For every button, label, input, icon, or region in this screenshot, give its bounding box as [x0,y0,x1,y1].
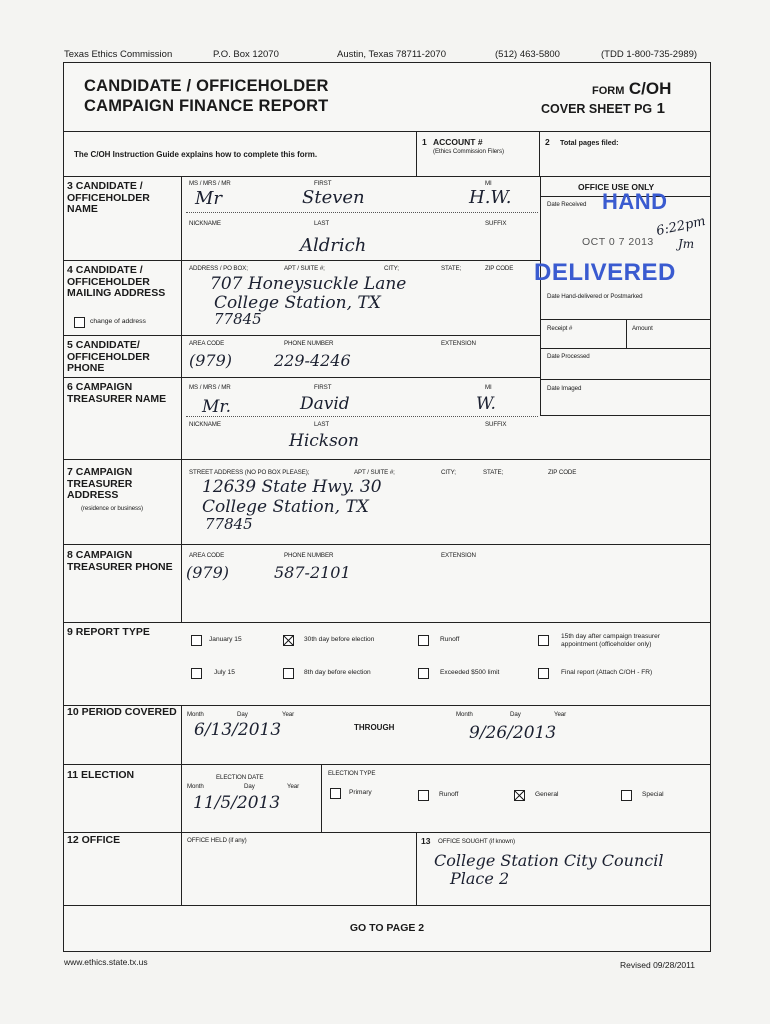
section-7-title: CAMPAIGN TREASURER ADDRESS [67,466,133,501]
agency-phone: (512) 463-5800 [495,49,560,60]
report-type-exceeded-checkbox[interactable] [418,668,429,679]
s6-suffix-label: SUFFIX [485,421,507,428]
section-13-num: 13 [421,836,431,846]
s3-last-label: LAST [314,220,330,227]
section-4-label [67,265,181,300]
s4-city-label: CITY; [384,265,399,272]
election-primary-checkbox[interactable] [330,788,341,799]
s3-last-value[interactable]: Aldrich [300,235,367,256]
section-10-title: PERIOD COVERED [81,706,177,718]
s11-date-label: ELECTION DATE [216,774,264,781]
total-pages-num: 2 [545,137,550,147]
s4-zip-label: ZIP CODE [485,265,514,272]
s6-first-label: FIRST [314,384,332,391]
report-type-july-15-checkbox[interactable] [191,668,202,679]
stamp-initials: Jm [678,237,695,251]
s12-held-label: OFFICE HELD (if any) [187,837,247,844]
report-type-30th-day-checkbox[interactable] [283,635,294,646]
report-type-july-15-label: July 15 [214,669,235,676]
account-sublabel: (Ethics Commission Filers) [433,148,504,155]
s7-address-line1[interactable]: 12639 State Hwy. 30 [202,477,382,497]
section-3-label [67,181,181,216]
s3-mi-label: MI [485,180,492,187]
section-12-title: OFFICE [81,834,121,846]
date-hand-delivered-label: Date Hand-delivered or Postmarked [547,293,643,300]
report-type-runoff-checkbox[interactable] [418,635,429,646]
s6-mi-label: MI [485,384,492,391]
report-type-30th-day-label: 30th day before election [304,636,375,643]
s5-area-value[interactable]: (979) [189,351,233,370]
date-received-label: Date Received [547,201,587,208]
s11-month-label: Month [187,783,204,790]
total-pages-label: Total pages filed: [560,138,619,147]
s3-msmrs-label: MS / MRS / MR [189,180,231,187]
s7-address-line2[interactable]: College Station, TX [202,497,369,517]
report-type-8th-day-checkbox[interactable] [283,668,294,679]
coh-cover-sheet-form [63,62,711,952]
section-3-title: CANDIDATE / OFFICEHOLDER NAME [67,180,150,215]
section-6-num: 6 [67,381,73,393]
report-type-8th-day-label: 8th day before election [304,669,371,676]
s6-mi-value[interactable]: W. [476,394,496,414]
section-9-num: 9 [67,626,73,638]
s8-area-label: AREA CODE [189,552,225,559]
s10-to-year-label: Year [554,711,567,718]
account-label: ACCOUNT # [433,137,483,147]
s11-type-label: ELECTION TYPE [328,770,376,777]
agency-tdd: (TDD 1-800-735-2989) [601,49,698,60]
section-8-title: CAMPAIGN TREASURER PHONE [67,549,173,573]
s3-mi-value[interactable]: H.W. [469,187,512,208]
section-9-label [67,627,181,639]
s8-phone-label: PHONE NUMBER [284,552,334,559]
report-type-january-15-label: January 15 [209,636,242,643]
agency-city: Austin, Texas 78711-2070 [337,49,446,60]
account-num: 1 [422,137,427,147]
footer-revised: Revised 09/28/2011 [620,960,695,970]
section-4-num: 4 [67,264,73,276]
s3-title-value[interactable]: Mr [195,188,223,209]
election-special-label: Special [642,791,664,798]
s6-last-label: LAST [314,421,330,428]
s5-ext-label: EXTENSION [441,340,476,347]
s4-apt-label: APT / SUITE #; [284,265,325,272]
date-processed-label: Date Processed [547,353,590,360]
section-8-label [67,550,181,573]
report-type-final-label: Final report (Attach C/OH - FR) [561,669,653,676]
election-runoff-label: Runoff [439,791,459,798]
s4-address-line1[interactable]: 707 Honeysuckle Lane [210,274,407,294]
section-8-num: 8 [67,549,73,561]
s10-to-month-label: Month [456,711,473,718]
instruction-text: The C/OH Instruction Guide explains how to complete this form. [74,150,318,159]
cover-sheet-label [541,100,665,118]
s3-nickname-label: NICKNAME [189,220,221,227]
s5-phone-value[interactable]: 229-4246 [274,351,351,370]
s11-day-label: Day [244,783,255,790]
election-primary-label: Primary [349,789,372,796]
s10-through-label: THROUGH [354,723,395,732]
s4-address-line2[interactable]: College Station, TX [214,293,381,313]
section-6-title: CAMPAIGN TREASURER NAME [67,381,167,405]
section-5-num: 5 [67,339,73,351]
report-type-15th-day-label: 15th day after campaign treasurer appointment (officeholder only) [561,633,660,648]
election-general-checkbox[interactable] [514,790,525,801]
date-imaged-label: Date Imaged [547,385,582,392]
amount-label: Amount [632,325,653,332]
section-11-num: 11 [67,769,79,781]
receipt-label: Receipt # [547,325,573,332]
s7-address-line3[interactable]: 77845 [205,515,253,533]
change-of-address-checkbox[interactable] [74,317,85,328]
s5-area-label: AREA CODE [189,340,225,347]
s4-address-label: ADDRESS / PO BOX; [189,265,248,272]
stamp-hand: HAND [602,189,668,214]
s7-address-label: STREET ADDRESS (NO PO BOX PLEASE); [189,469,310,476]
s8-ext-label: EXTENSION [441,552,476,559]
report-type-final-checkbox[interactable] [538,668,549,679]
cover-sheet-page: 1 [656,100,665,117]
form-code [592,79,671,99]
section-4-title: CANDIDATE / OFFICEHOLDER MAILING ADDRESS [67,264,166,299]
s11-year-label: Year [287,783,300,790]
s6-title-value[interactable]: Mr. [202,397,232,417]
election-runoff-checkbox[interactable] [418,790,429,801]
s10-to-day-label: Day [510,711,521,718]
s8-phone-value[interactable]: 587-2101 [274,563,351,582]
s6-nickname-label: NICKNAME [189,421,221,428]
s7-apt-label: APT / SUITE #; [354,469,395,476]
s4-state-label: STATE; [441,265,462,272]
section-10-num: 10 [67,706,79,718]
s7-zip-label: ZIP CODE [548,469,577,476]
form-code-prefix: FORM [592,85,625,97]
section-11-label [67,770,181,782]
election-general-label: General [535,791,559,798]
report-type-runoff-label: Runoff [440,636,460,643]
s13-sought-label: OFFICE SOUGHT (if known) [438,838,515,845]
s3-first-label: FIRST [314,180,332,187]
section-9-title: REPORT TYPE [75,626,150,638]
section-12-num: 12 [67,834,79,846]
footer-url: www.ethics.state.tx.us [64,957,148,967]
s11-date-value[interactable]: 11/5/2013 [193,793,281,813]
cover-sheet-text: COVER SHEET PG [541,102,653,116]
report-type-15th-day-checkbox[interactable] [538,635,549,646]
agency-name: Texas Ethics Commission [64,49,173,60]
section-6-label [67,382,181,405]
change-of-address-label: change of address [90,318,146,325]
stamp-time: 6:22pm [654,213,707,240]
s13-sought-line2[interactable]: Place 2 [450,869,510,888]
election-special-checkbox[interactable] [621,790,632,801]
office-use-title: OFFICE USE ONLY [578,182,655,192]
s7-state-label: STATE; [483,469,504,476]
agency-po-box: P.O. Box 12070 [213,49,279,60]
form-title-line1: CANDIDATE / OFFICEHOLDER [84,77,329,95]
s10-from-value[interactable]: 6/13/2013 [194,720,282,740]
section-3-num: 3 [67,180,73,192]
s10-from-month-label: Month [187,711,204,718]
section-10-label [67,707,181,719]
section-7-label [67,467,181,502]
s7-city-label: CITY; [441,469,456,476]
s10-to-value[interactable]: 9/26/2013 [469,723,557,743]
s7-sublabel: (residence or business) [81,505,144,512]
s8-area-value[interactable]: (979) [186,563,230,582]
s10-from-day-label: Day [237,711,248,718]
s10-from-year-label: Year [282,711,295,718]
s6-first-value[interactable]: David [300,394,350,414]
s6-msmrs-label: MS / MRS / MR [189,384,231,391]
section-7-num: 7 [67,466,73,478]
s13-sought-line1[interactable]: College Station City Council [434,851,664,870]
go-to-page-2: GO TO PAGE 2 [349,922,425,934]
stamp-delivered: DELIVERED [534,259,676,286]
report-type-january-15-checkbox[interactable] [191,635,202,646]
form-code-value: C/OH [628,79,672,98]
section-5-label [67,340,181,375]
form-title-line2: CAMPAIGN FINANCE REPORT [84,97,329,115]
s3-suffix-label: SUFFIX [485,220,507,227]
s6-last-value[interactable]: Hickson [289,431,359,451]
stamp-date: OCT 0 7 2013 [582,236,654,248]
section-11-title: ELECTION [81,769,135,781]
section-12-label [67,835,181,847]
s5-phone-label: PHONE NUMBER [284,340,334,347]
report-type-exceeded-label: Exceeded $500 limit [440,669,500,676]
s4-address-line3[interactable]: 77845 [214,310,262,328]
section-5-title: CANDIDATE/ OFFICEHOLDER PHONE [67,339,150,374]
s3-first-value[interactable]: Steven [302,187,365,208]
